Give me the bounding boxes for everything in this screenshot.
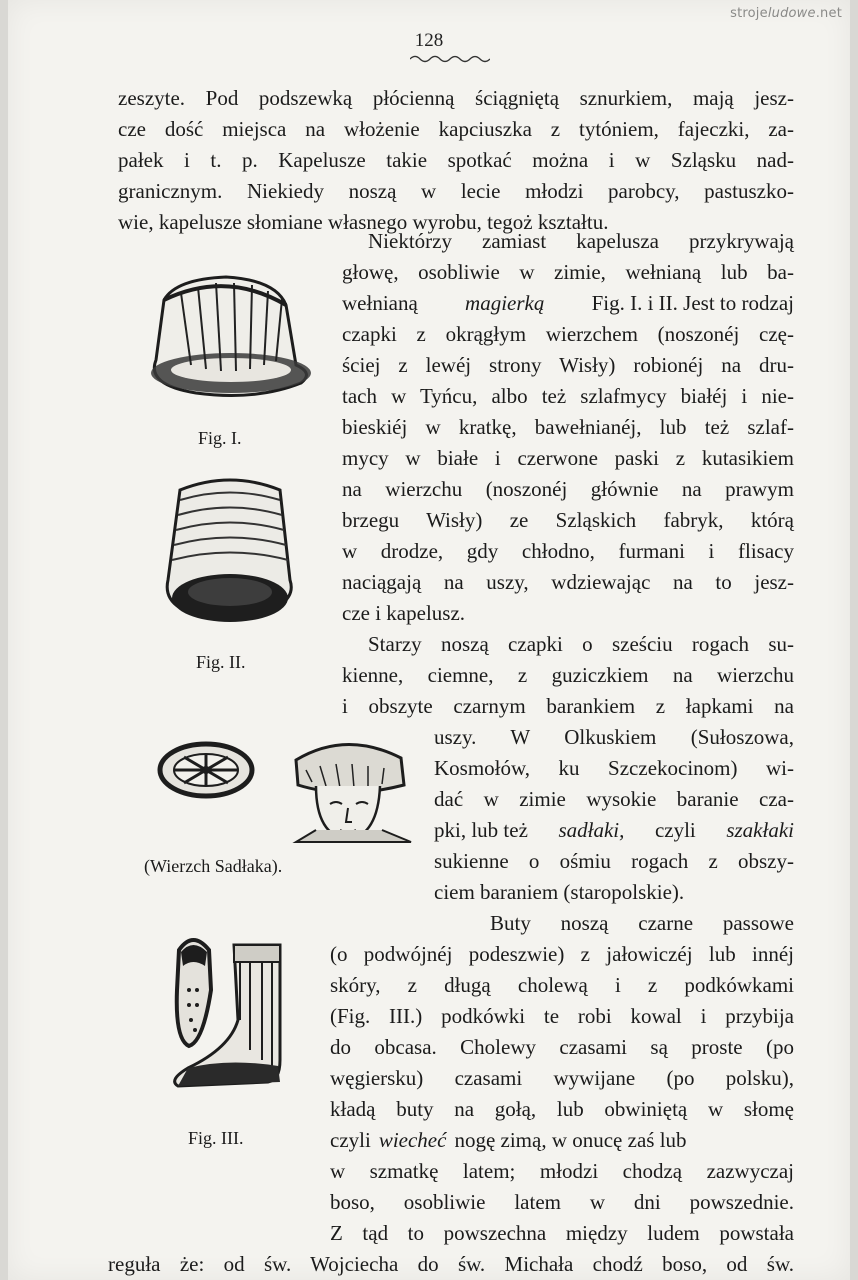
text-line-30: skóry, z długą cholewą i z podkówkami <box>330 973 794 997</box>
text-line-34: kładą buty na gołą, lub obwiniętą w słomę <box>330 1097 794 1121</box>
text-line-21: i obszyte czarnym barankiem z łapkami na <box>342 694 794 718</box>
site-watermark: strojeludowe.net <box>730 6 842 21</box>
text-line-20: kienne, ciemne, z guziczkiem na wierzchu <box>342 663 794 687</box>
text-line-23: Kosmołów, ku Szczekocinom) wi- <box>434 756 794 780</box>
text-line-12: bieskiéj w kratkę, bawełnianéj, lub też szlaf- <box>342 415 794 439</box>
text-line-39: reguła że: od św. Wojciecha do św. Michała chodź boso, od św. <box>108 1252 794 1276</box>
text-line-8: wełnianą magierką Fig. I. i II. Jest to rodzaj <box>342 291 794 315</box>
page-number-ornament <box>410 54 490 64</box>
text-line-9: czapki z okrągłym wierzchem (noszonéj czę- <box>342 322 794 346</box>
wierzch-sadlaka-caption: (Wierzch Sadłaka). <box>144 856 283 876</box>
fig3-boot-illustration <box>168 940 298 1090</box>
fig2-caption: Fig. II. <box>196 652 246 672</box>
text-line-15: brzegu Wisły) ze Szląskich fabryk, którą <box>342 508 794 532</box>
text-line-10: ściej z lewéj strony Wisły) robionéj na dru- <box>342 353 794 377</box>
text-line-24: dać w zimie wysokie baranie cza- <box>434 787 794 811</box>
text-line-33: węgiersku) czasami wywijane (po polsku), <box>330 1066 794 1090</box>
sadlak-head-illustration <box>286 730 426 850</box>
text-line-11: tach w Tyńcu, albo też szlafmycy białéj i nie- <box>342 384 794 408</box>
sadlak-top-illustration <box>156 735 256 805</box>
text-line-1: zeszyte. Pod podszewką płócienną ściągniętą sznurkiem, mają jesz- <box>118 86 794 110</box>
text-line-14: na wierzchu (noszonéj głównie na prawym <box>342 477 794 501</box>
text-line-17: naciągają na uszy, wdziewając na to jesz- <box>342 570 794 594</box>
text-line-19: Starzy noszą czapki o sześciu rogach su- <box>368 632 794 656</box>
book-page <box>8 0 850 1280</box>
text-line-4: granicznym. Niekiedy noszą w lecie młodzi parobcy, pastuszko- <box>118 179 794 203</box>
text-line-2: cze dość miejsca na włożenie kapciuszka z tytóniem, fajeczki, za- <box>118 117 794 141</box>
text-line-18: cze i kapelusz. <box>342 601 466 625</box>
text-line-27: ciem baraniem (staropolskie). <box>434 880 685 904</box>
text-line-28: Buty noszą czarne passowe <box>490 911 794 935</box>
text-line-22: uszy. W Olkuskiem (Sułoszowa, <box>434 725 794 749</box>
text-line-36: w szmatkę latem; młodzi chodzą zazwyczaj <box>330 1159 794 1183</box>
page-number: 128 <box>414 30 444 51</box>
fig3-caption: Fig. III. <box>188 1128 244 1148</box>
text-line-32: do obcasa. Cholewy czasami są proste (po <box>330 1035 794 1059</box>
text-line-37: boso, osobliwie latem w dni powszednie. <box>330 1190 794 1214</box>
text-line-13: mycy w białe i czerwone paski z kutasikiem <box>342 446 794 470</box>
fig1-caption: Fig. I. <box>198 428 242 448</box>
text-line-16: w drodze, gdy chłodno, furmani i flisacy <box>342 539 794 563</box>
fig1-knitted-cap-illustration <box>136 265 326 405</box>
text-line-3: pałek i t. p. Kapelusze takie spotkać można i w Szląsku nad- <box>118 148 794 172</box>
text-line-35: czyli wiecheć nogę zimą, w onucę zaś lub <box>330 1128 687 1152</box>
text-line-38: Z tąd to powszechna między ludem powstała <box>330 1221 794 1245</box>
text-line-25: pki, lub też sadłaki, czyli szakłaki <box>434 818 794 842</box>
text-line-31: (Fig. III.) podkówki te robi kowal i przybija <box>330 1004 794 1028</box>
text-line-7: głowę, osobliwie w zimie, wełnianą lub ba- <box>342 260 794 284</box>
text-line-26: sukienne o ośmiu rogach z obszy- <box>434 849 794 873</box>
text-line-5: wie, kapelusze słomiane własnego wyrobu, tegoż kształtu. <box>118 210 609 234</box>
fig2-cap-illustration <box>150 470 310 640</box>
text-line-29: (o podwójnéj podeszwie) z jałowiczéj lub innéj <box>330 942 794 966</box>
text-line-6: Niektórzy zamiast kapelusza przykrywają <box>368 229 794 253</box>
